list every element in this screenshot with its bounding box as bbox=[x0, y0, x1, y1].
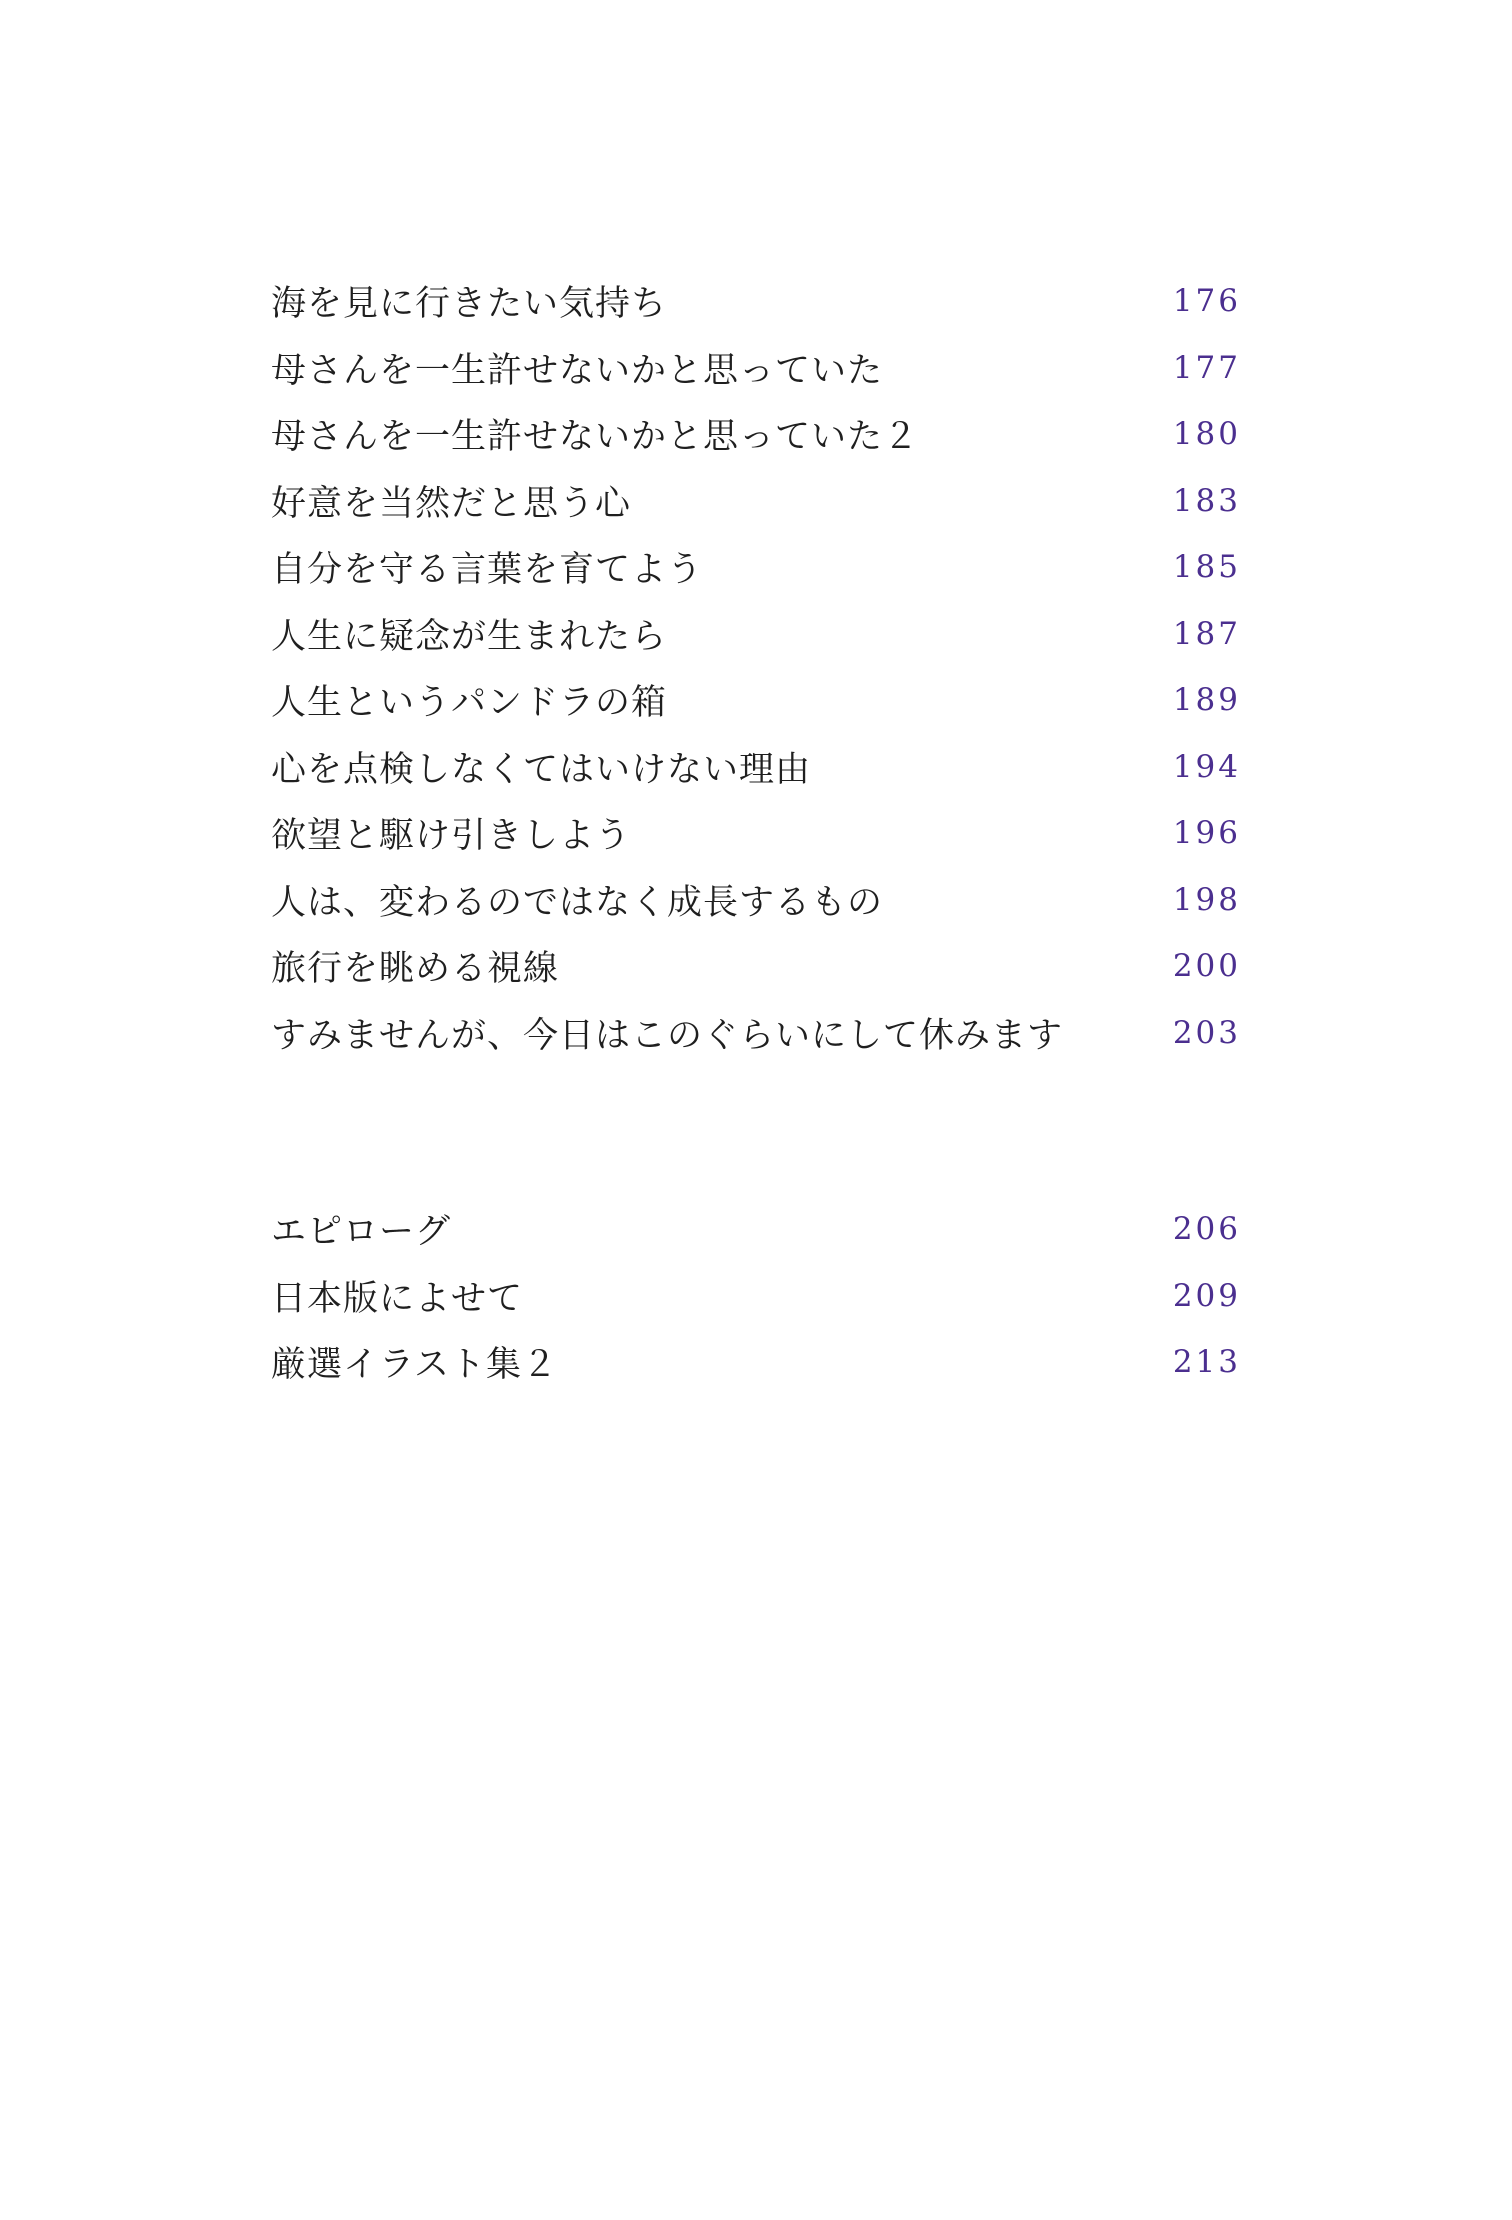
entry-page-number: 206 bbox=[1172, 1211, 1241, 1248]
toc-entry[interactable] bbox=[271, 534, 1241, 601]
toc-entry[interactable] bbox=[271, 468, 1241, 535]
entry-title: 人は、変わるのではなく成長するもの bbox=[271, 882, 884, 923]
toc-entry[interactable] bbox=[271, 667, 1241, 734]
entry-page-number: 180 bbox=[1172, 416, 1241, 453]
entry-page-number: 209 bbox=[1172, 1277, 1241, 1314]
toc-section-end bbox=[271, 1196, 1241, 1396]
toc-entry[interactable] bbox=[271, 335, 1241, 402]
entry-title: 日本版によせて bbox=[271, 1278, 524, 1319]
toc-entry[interactable] bbox=[271, 1329, 1241, 1396]
entry-page-number: 185 bbox=[1172, 549, 1241, 586]
entry-page-number: 196 bbox=[1172, 815, 1241, 852]
entry-title: 人生というパンドラの箱 bbox=[271, 683, 668, 724]
entry-page-number: 213 bbox=[1172, 1344, 1241, 1381]
entry-page-number: 194 bbox=[1172, 748, 1241, 785]
entry-title: すみませんが、今日はこのぐらいにして休みます bbox=[271, 1015, 1064, 1056]
entry-page-number: 176 bbox=[1172, 283, 1241, 320]
toc-entry[interactable] bbox=[271, 1000, 1241, 1067]
entry-title: 旅行を眺める視線 bbox=[271, 949, 560, 990]
entry-title: 人生に疑念が生まれたら bbox=[271, 616, 668, 657]
entry-title: 海を見に行きたい気持ち bbox=[271, 284, 668, 325]
toc-entry[interactable] bbox=[271, 1263, 1241, 1330]
entry-page-number: 203 bbox=[1172, 1014, 1241, 1051]
entry-title: 欲望と駆け引きしよう bbox=[271, 816, 632, 857]
entry-title: 自分を守る言葉を育てよう bbox=[271, 550, 704, 591]
toc-entry[interactable] bbox=[271, 800, 1241, 867]
entry-title: 好意を当然だと思う心 bbox=[271, 483, 632, 524]
entry-page-number: 183 bbox=[1172, 482, 1241, 519]
toc-entry[interactable] bbox=[271, 933, 1241, 1000]
entry-title: 厳選イラスト集２ bbox=[271, 1345, 558, 1386]
entry-page-number: 198 bbox=[1172, 881, 1241, 918]
entry-page-number: 189 bbox=[1172, 682, 1241, 719]
entry-page-number: 187 bbox=[1172, 615, 1241, 652]
toc-entry[interactable] bbox=[271, 401, 1241, 468]
toc-entry[interactable] bbox=[271, 734, 1241, 801]
entry-title: エピローグ bbox=[271, 1212, 452, 1253]
toc-entry[interactable] bbox=[271, 867, 1241, 934]
entry-page-number: 177 bbox=[1172, 349, 1241, 386]
toc-entry[interactable] bbox=[271, 268, 1241, 335]
entry-page-number: 200 bbox=[1172, 948, 1241, 985]
entry-title: 母さんを一生許せないかと思っていた bbox=[271, 350, 884, 391]
toc-entry[interactable] bbox=[271, 601, 1241, 668]
toc-section-main bbox=[271, 268, 1241, 1066]
entry-title: 母さんを一生許せないかと思っていた２ bbox=[271, 417, 920, 458]
toc-entry[interactable] bbox=[271, 1196, 1241, 1263]
entry-title: 心を点検しなくてはいけない理由 bbox=[271, 749, 812, 790]
